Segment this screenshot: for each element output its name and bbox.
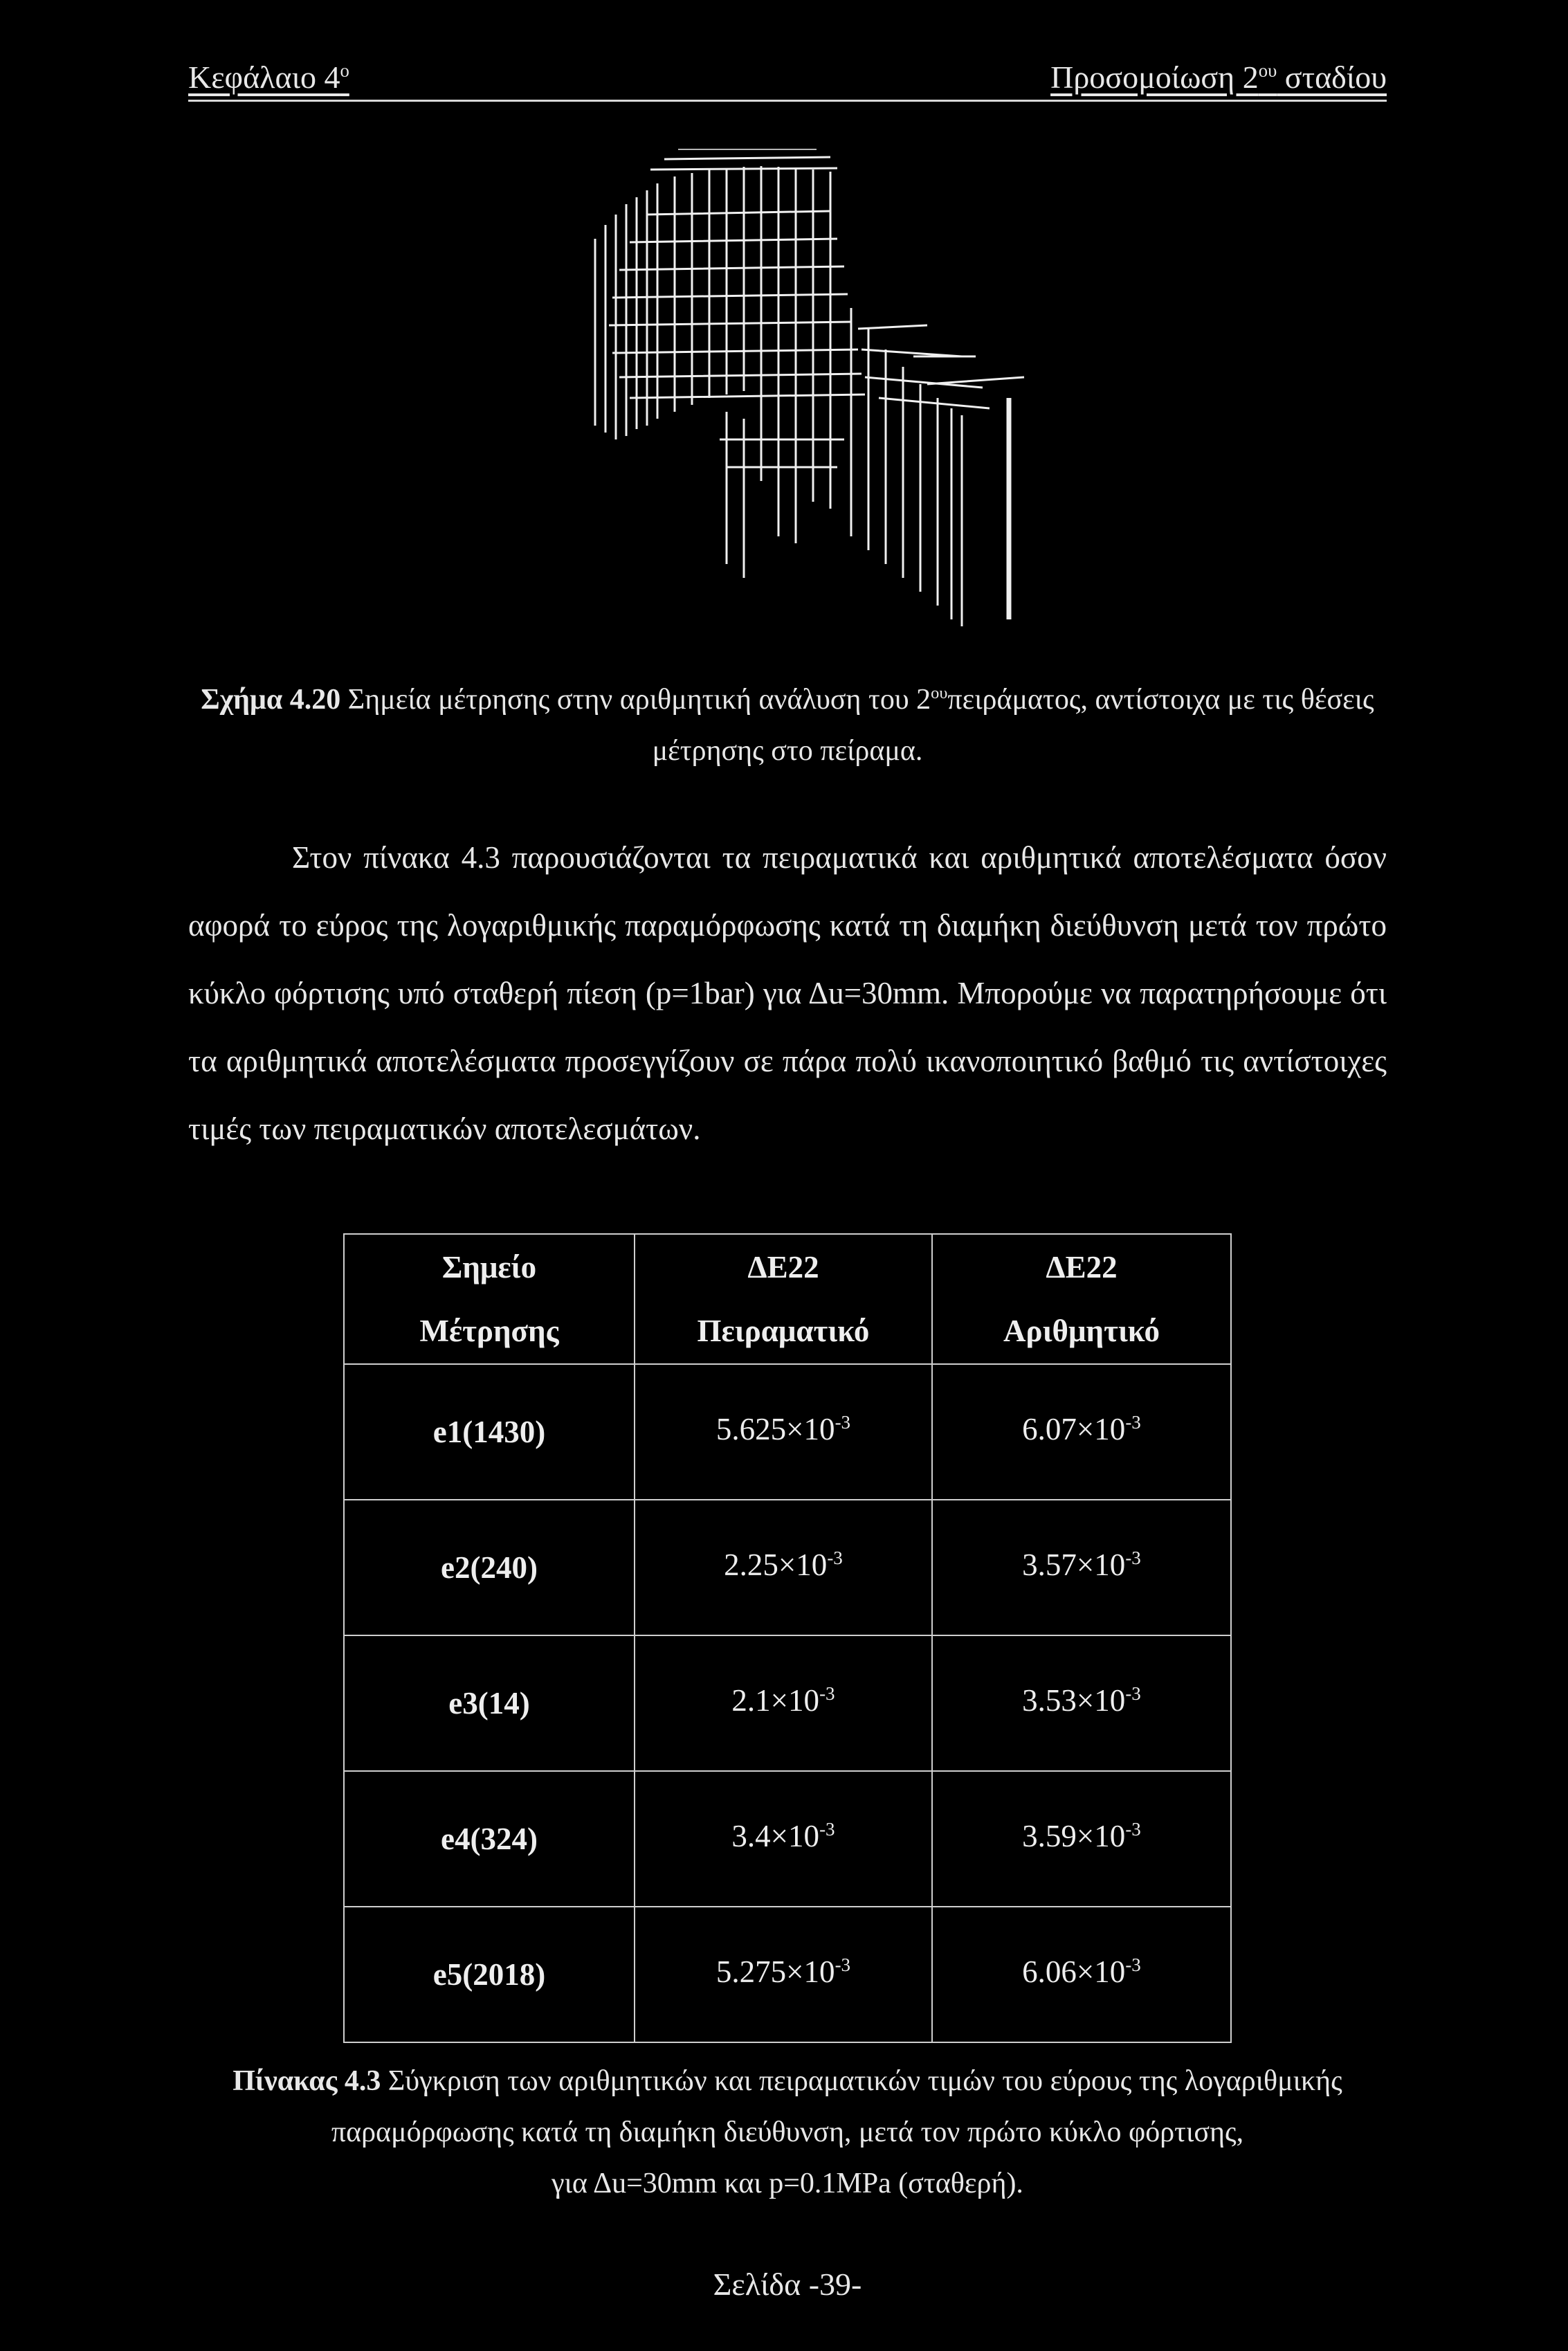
- numerical-cell: $3.53\times 10^{-3}$: [932, 1635, 1231, 1771]
- table-caption-line3: για Δu=30mm και p=0.1MPa (σταθερή).: [551, 2168, 1023, 2199]
- header-numerical: ΔΕ22 Αριθμητικό: [932, 1234, 1231, 1364]
- results-table: [343, 1233, 1232, 2043]
- body-paragraph: Στον πίνακα 4.3 παρουσιάζονται τα πειραματικά και αριθμητικά αποτελέσματα όσον αφορά το εύρος της λογαριθμικής παραμόρφωσης κατά τη διαμήκη διεύθυνση μετά τον πρώτο κύκλο φόρτισης υπό σταθερή πίεση (p=1bar) για Δu=30mm. Μπορούμε να παρατηρήσουμε ότι τα αριθμητικά αποτελέσματα προσεγγίζουν σε πάρα πολύ ικανοποιητικό βαθμό τις αντίστοιχες τιμές των πειραματικών αποτελεσμάτων.: [188, 840, 1387, 1146]
- numerical-cell: $6.06\times 10^{-3}$: [932, 1907, 1231, 2042]
- table-header-row: [344, 1234, 1231, 1364]
- table-row: [344, 1635, 1231, 1771]
- numerical-cell: $6.07\times 10^{-3}$: [932, 1364, 1231, 1500]
- table-row: [344, 1771, 1231, 1907]
- point-cell: e1(1430): [344, 1364, 635, 1500]
- point-cell: e4(324): [344, 1771, 635, 1907]
- chapter-title: Κεφάλαιο $4^o$: [188, 60, 349, 95]
- point-cell: e5(2018): [344, 1907, 635, 2042]
- numerical-cell: $3.59\times 10^{-3}$: [932, 1771, 1231, 1907]
- figure-caption-line2: μέτρησης στο πείραμα.: [652, 735, 923, 767]
- table-row: [344, 1907, 1231, 2042]
- page-header: [188, 57, 1387, 102]
- experimental-cell: $2.1\times 10^{-3}$: [635, 1635, 932, 1771]
- table-row: [344, 1500, 1231, 1635]
- header-point: Σημείο Μέτρησης: [344, 1234, 635, 1364]
- table-caption-line1: Πίνακας 4.3 Σύγκριση των αριθμητικών και πειραματικών τιμών του εύρους της λογαριθμικής: [233, 2065, 1342, 2097]
- header-experimental: ΔΕ22 Πειραματικό: [635, 1234, 932, 1364]
- experimental-cell: $3.4\times 10^{-3}$: [635, 1771, 932, 1907]
- point-cell: e2(240): [344, 1500, 635, 1635]
- experimental-cell: $5.275\times 10^{-3}$: [635, 1907, 932, 2042]
- figure-caption: [188, 674, 1387, 777]
- section-title: Προσομοίωση $2^{o\upsilon}$ σταδίου: [1050, 60, 1387, 95]
- mesh-figure: [554, 149, 1052, 626]
- page-number: Σελίδα -39-: [713, 2267, 862, 2302]
- experimental-cell: $2.25\times 10^{-3}$: [635, 1500, 932, 1635]
- point-cell: e3(14): [344, 1635, 635, 1771]
- table-row: [344, 1364, 1231, 1500]
- table-caption-line2: παραμόρφωσης κατά τη διαμήκη διεύθυνση, μετά τον πρώτο κύκλο φόρτισης,: [331, 2116, 1244, 2148]
- experimental-cell: $5.625\times 10^{-3}$: [635, 1364, 932, 1500]
- figure-caption-line1: Σχήμα 4.20 Σημεία μέτρησης στην αριθμητική ανάλυση του $2^{o\upsilon}\pi\varepsilon\iota\rho ά\mu\alpha\tau o\varsigma$, αντίστοιχα με τις θέσεις: [201, 684, 1374, 716]
- numerical-cell: $3.57\times 10^{-3}$: [932, 1500, 1231, 1635]
- table-caption: [188, 2055, 1387, 2209]
